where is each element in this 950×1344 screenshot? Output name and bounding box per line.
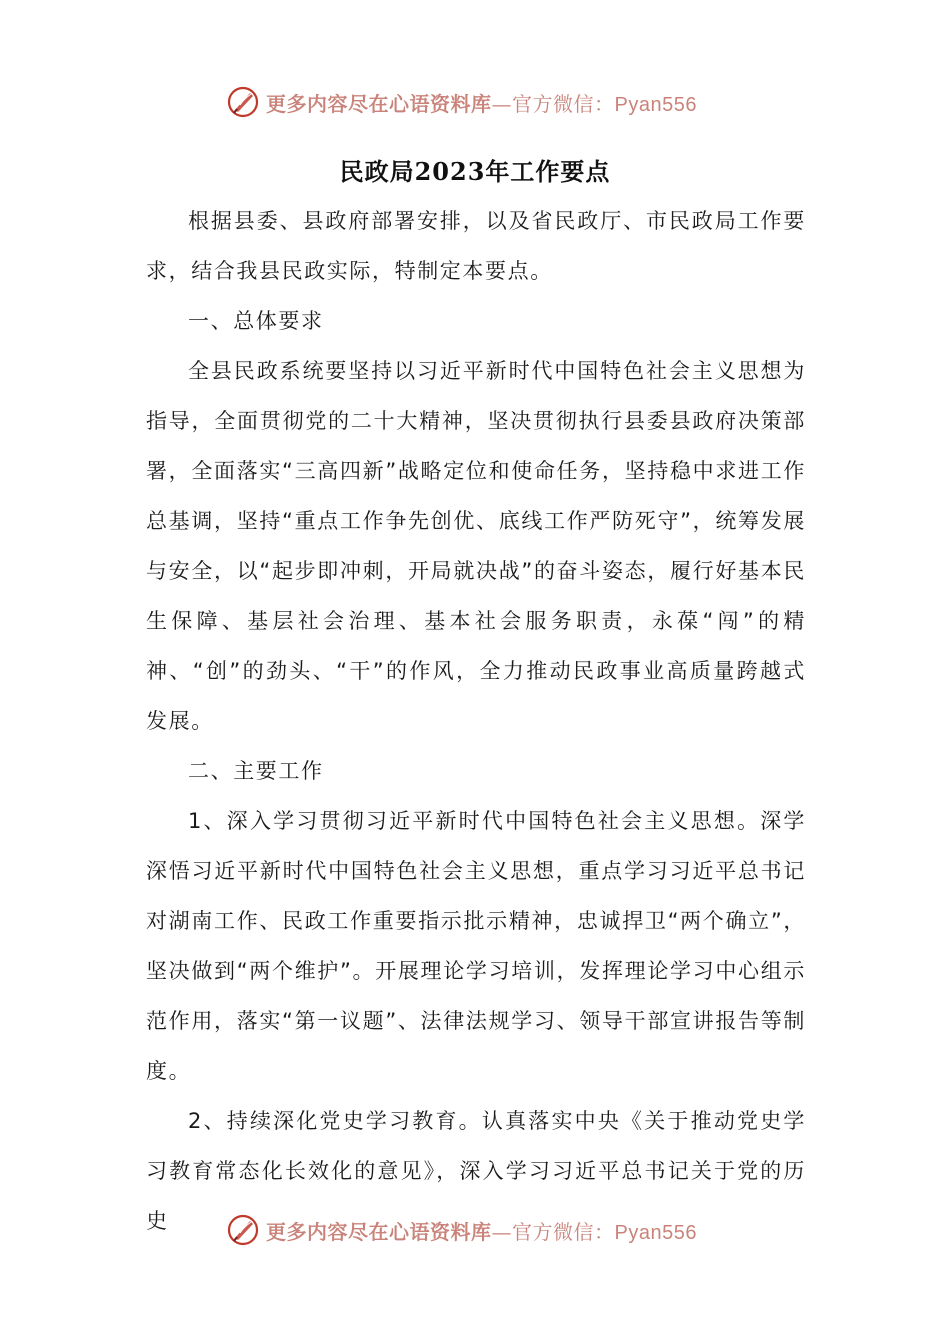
watermark-text <box>266 1216 697 1245</box>
paragraph-item-1: 1、深入学习贯彻习近平新时代中国特色社会主义思想。深学深悟习近平新时代中国特色社会主义思想，重点学习习近平总书记对湖南工作、民政工作重要指示批示精神，忠诚捍卫“两个确立”，坚决做到“两个维护”。开展理论学习培训，发挥理论学习中心组示范作用，落实“第一议题”、法律法规学习、领导干部宣讲报告等制度。 <box>146 809 806 1083</box>
document-body <box>146 196 806 1246</box>
watermark-label: 官方微信： <box>512 1219 615 1244</box>
heading-general-requirements: 一、总体要求 <box>188 309 324 333</box>
paragraph-intro: 根据县委、县政府部署安排，以及省民政厅、市民政局工作要求，结合我县民政实际，特制定本要点。 <box>146 209 806 283</box>
watermark-banner-bottom <box>226 1210 746 1250</box>
watermark-handle: Pyan556 <box>614 1221 697 1244</box>
watermark-dash: — <box>491 1219 512 1244</box>
watermark-text <box>266 88 697 117</box>
watermark-brand: 更多内容尽在心语资料库 <box>266 1219 492 1244</box>
watermark-banner-top <box>226 82 746 122</box>
quill-logo-icon <box>226 85 260 119</box>
paragraph-item-2: 2、持续深化党史学习教育。认真落实中央《关于推动党史学习教育常态化长效化的意见》，深入学习习近平总书记关于党的历史 <box>146 1109 806 1233</box>
paragraph-general-requirements: 全县民政系统要坚持以习近平新时代中国特色社会主义思想为指导，全面贯彻党的二十大精神，坚决贯彻执行县委县政府决策部署，全面落实“三高四新”战略定位和使命任务，坚持稳中求进工作总基调，坚持“重点工作争先创优、底线工作严防死守”，统筹发展与安全，以“起步即冲刺，开局就决战”的奋斗姿态，履行好基本民生保障、基层社会治理、基本社会服务职责，永葆“闯”的精神、“创”的劲头、“干”的作风，全力推动民政事业高质量跨越式发展。 <box>146 359 806 733</box>
quill-logo-icon <box>226 1213 260 1247</box>
document-title: 民政局2023年工作要点 <box>339 157 611 186</box>
watermark-handle: Pyan556 <box>614 93 697 116</box>
watermark-dash: — <box>491 91 512 116</box>
watermark-brand: 更多内容尽在心语资料库 <box>266 91 492 116</box>
watermark-label: 官方微信： <box>512 91 615 116</box>
heading-main-work: 二、主要工作 <box>188 759 324 783</box>
